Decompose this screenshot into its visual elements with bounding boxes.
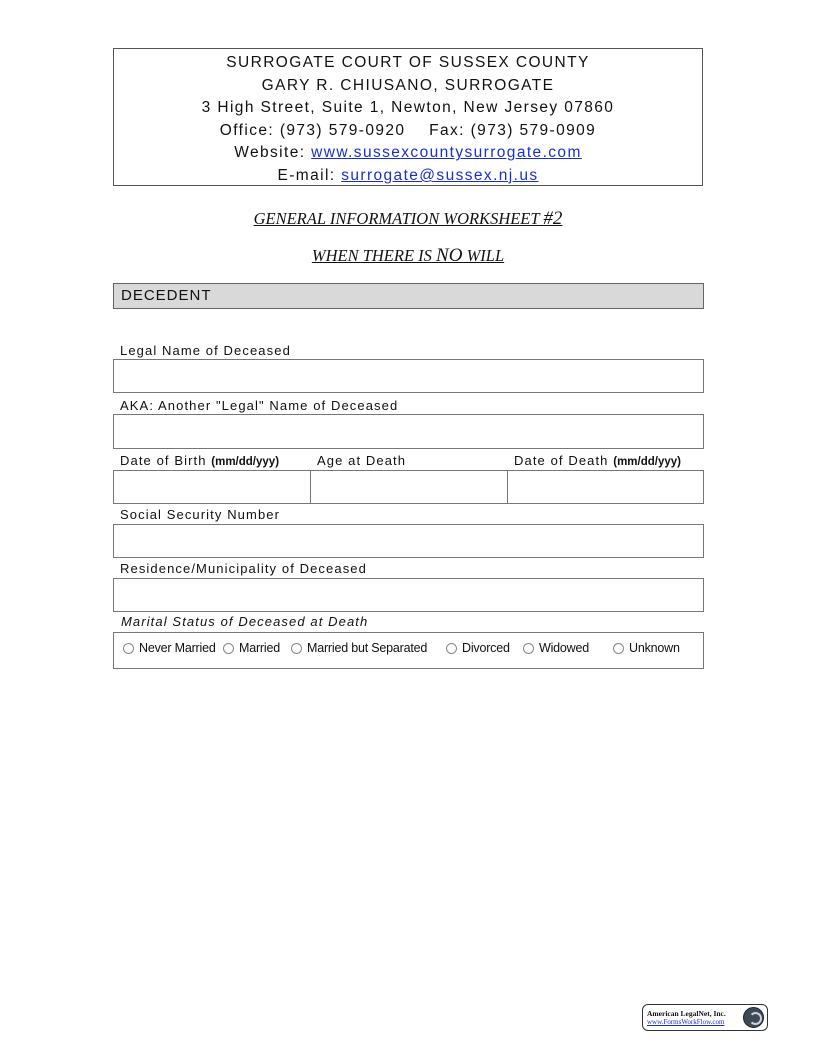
ssn-label: Social Security Number [120, 507, 281, 522]
decedent-section-header: DECEDENT [113, 283, 704, 309]
website-line [114, 142, 702, 165]
worksheet-subtitle [0, 245, 816, 267]
radio-button-icon[interactable] [446, 643, 457, 654]
residence-label: Residence/Municipality of Deceased [120, 561, 367, 576]
office-label: Office: [219, 121, 275, 139]
marital-option-label: Unknown [629, 641, 680, 655]
contact-phones [114, 120, 702, 143]
dob-label-text: Date of Birth [120, 453, 207, 468]
american-legalnet-logo[interactable] [642, 1004, 768, 1031]
dod-label [514, 453, 681, 468]
dod-field[interactable] [507, 470, 704, 504]
radio-button-icon[interactable] [223, 643, 234, 654]
logo-company-name: American LegalNet, Inc. [647, 1009, 726, 1018]
worksheet-number: #2 [543, 208, 563, 229]
dob-input[interactable] [114, 471, 310, 503]
website-label: Website: [234, 144, 306, 162]
subtitle-post: WILL [466, 246, 505, 265]
fax-label: Fax: [429, 121, 465, 139]
marital-option-label: Married but Separated [307, 641, 428, 655]
marital-option-label: Married [239, 641, 280, 655]
dod-input[interactable] [508, 471, 703, 503]
marital-option-widowed[interactable] [523, 641, 589, 655]
marital-option-married-separated[interactable] [291, 641, 427, 655]
marital-option-label: Divorced [462, 641, 510, 655]
subtitle-pre: WHEN THERE IS [311, 246, 432, 265]
globe-icon [743, 1007, 764, 1028]
website-link[interactable]: www.sussexcountysurrogate.com [311, 144, 582, 162]
marital-option-married[interactable] [223, 641, 280, 655]
radio-button-icon[interactable] [123, 643, 134, 654]
email-link[interactable]: surrogate@sussex.nj.us [341, 166, 539, 184]
logo-url[interactable]: www.FormsWorkFlow.com [647, 1018, 725, 1026]
court-name: SURROGATE COURT OF SUSSEX COUNTY [226, 54, 590, 71]
residence-input[interactable] [114, 579, 703, 611]
marital-status-label: Marital Status of Deceased at Death [121, 614, 369, 629]
age-field[interactable] [310, 470, 508, 504]
court-header [113, 48, 703, 186]
legal-name-label: Legal Name of Deceased [120, 343, 291, 358]
radio-button-icon[interactable] [291, 643, 302, 654]
worksheet-title [0, 208, 816, 230]
aka-field[interactable] [113, 414, 704, 449]
marital-status-group [113, 632, 704, 669]
marital-option-never-married[interactable] [123, 641, 216, 655]
aka-input[interactable] [114, 415, 703, 448]
email-line [114, 165, 702, 188]
office-phone: (973) 579-0920 [279, 121, 406, 139]
fax-phone: (973) 579-0909 [470, 121, 597, 139]
surrogate-name: GARY R. CHIUSANO, SURROGATE [261, 76, 555, 94]
residence-field[interactable] [113, 578, 704, 612]
legal-name-input[interactable] [114, 360, 703, 392]
ssn-input[interactable] [114, 525, 703, 557]
dob-label [120, 453, 279, 468]
radio-button-icon[interactable] [523, 643, 534, 654]
court-address: 3 High Street, Suite 1, Newton, New Jersey 07860 [201, 99, 615, 117]
aka-label: AKA: Another "Legal" Name of Deceased [120, 398, 399, 413]
email-label: E-mail: [277, 166, 336, 184]
marital-option-divorced[interactable] [446, 641, 510, 655]
legal-name-field[interactable] [113, 359, 704, 393]
worksheet-title-text: GENERAL INFORMATION WORKSHEET [253, 209, 540, 228]
radio-button-icon[interactable] [613, 643, 624, 654]
ssn-field[interactable] [113, 524, 704, 558]
dob-field[interactable] [113, 470, 311, 504]
marital-option-unknown[interactable] [613, 641, 680, 655]
age-input[interactable] [311, 471, 507, 503]
dod-label-text: Date of Death [514, 453, 609, 468]
dod-format: (mm/dd/yyy) [613, 456, 681, 468]
marital-option-label: Never Married [139, 641, 216, 655]
age-label: Age at Death [317, 453, 407, 468]
marital-option-label: Widowed [539, 641, 590, 655]
subtitle-no: NO [436, 245, 463, 266]
dob-format: (mm/dd/yyy) [211, 456, 280, 468]
